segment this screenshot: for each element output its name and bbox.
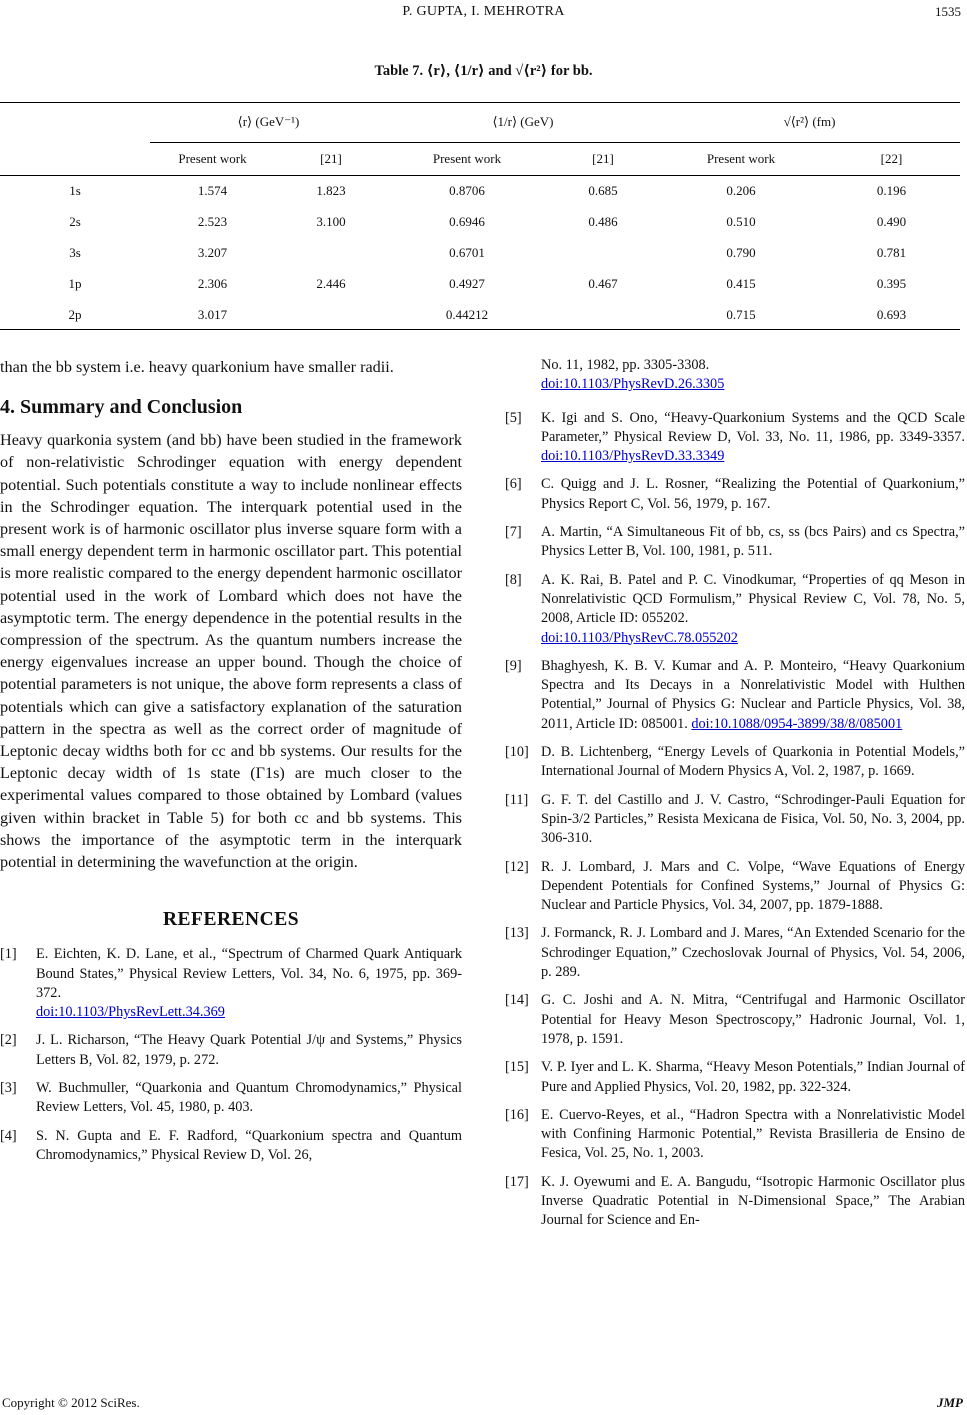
reference-item: [505, 924, 965, 982]
doi-link[interactable]: doi:10.1103/PhysRevD.26.3305: [541, 376, 725, 393]
table-cell: 2.523: [197, 213, 228, 229]
table-cell: 3.100: [316, 213, 346, 229]
reference-item: [505, 523, 965, 562]
reference-number: [12]: [505, 858, 529, 875]
reference-number: [16]: [505, 1106, 529, 1123]
reference-text: S. N. Gupta and E. F. Radford, “Quarkonium spectra and Quantum Chromodynamics,” Physical Review D, Vol. 26,: [36, 1127, 462, 1163]
table-cell: 0.196: [876, 182, 907, 198]
table-cell: 0.395: [876, 275, 907, 291]
table-cell: 0.715: [726, 306, 756, 322]
left-column: [0, 356, 462, 1174]
reference-item: [505, 571, 965, 648]
right-column: [505, 356, 965, 1240]
table-cell: 0.8706: [449, 182, 485, 198]
reference-item: [505, 791, 965, 849]
intro-paragraph: than the bb system i.e. heavy quarkonium have smaller radii.: [0, 358, 394, 376]
table-row: [0, 237, 960, 268]
table-cell: 1.823: [316, 182, 346, 198]
reference-text: A. K. Rai, B. Patel and P. C. Vinodkumar, “Properties of qq Meson in Nonrelativistic QCD Formulism,” Physical Review C, Vol. 78, No. 5, 2008, Article ID: 055202.: [541, 571, 965, 627]
reference-item: [505, 1058, 965, 1097]
table-row: [0, 206, 960, 237]
results-table: [0, 101, 960, 330]
reference-item: [505, 657, 965, 734]
reference-item: [505, 475, 965, 514]
reference-item: [0, 1127, 462, 1166]
reference-text: J. Formanck, R. J. Lombard and J. Mares, “An Extended Scenario for the Schrodinger Equation,” Czechoslovak Journal of Physics, Vol. 54, 2006, p. 289.: [541, 925, 965, 981]
reference-text: K. Igi and S. Ono, “Heavy-Quarkonium Systems and the QCD Scale Parameter,” Physical Review D, Vol. 33, No. 11, 1986, pp. 3349-3357.: [541, 409, 965, 445]
table-cell: 0.6701: [449, 244, 485, 260]
table-caption: Table 7. ⟨r⟩, ⟨1/r⟩ and √⟨r²⟩ for bb.: [374, 63, 593, 79]
reference-number: [6]: [505, 476, 522, 493]
reference-text: Bhaghyesh, K. B. V. Kumar and A. P. Monteiro, “Heavy Quarkonium Spectra and Its Decays in a Nonrelativistic Model with Hulthen Potential,” Journal of Physics G: Nuclear and Particle Physics, Vol. 38, 2011, Article ID: 085001.: [541, 657, 965, 732]
table-cell: 0.6946: [449, 213, 485, 229]
running-authors: P. GUPTA, I. MEHROTRA: [402, 4, 565, 19]
reference-item: [505, 1106, 965, 1164]
reference-number: [14]: [505, 992, 529, 1009]
reference-text: G. C. Joshi and A. N. Mitra, “Centrifugal and Harmonic Oscillator Potential for Heavy Meson Spectroscopy,” Hadronic Journal, Vol. 1, 1978, p. 1591.: [541, 992, 965, 1047]
table-cell: [547, 237, 659, 268]
reference-text: G. F. T. del Castillo and J. V. Castro, “Schrodinger-Pauli Equation for Spin-3/2 Particles,” Resista Mexicana de Fisica, Vol. 50, No. 3, 2004, pp. 306-310.: [541, 791, 965, 847]
reference-item: [505, 858, 965, 916]
sub-header: Present work: [706, 150, 776, 166]
page-header: [0, 2, 967, 24]
table-cell: 0.790: [726, 244, 756, 260]
reference-text: C. Quigg and J. L. Rosner, “Realizing the Potential of Quarkonium,” Physics Report C, Vol. 56, 1979, p. 167.: [541, 476, 965, 512]
reference-text: R. J. Lombard, J. Mars and C. Volpe, “Wave Equations of Energy Dependent Potentials for Confined Systems,” Journal of Physics G: Nuclear and Particle Physics, Vol. 34, 2007, pp. 1879-1888.: [541, 858, 965, 914]
table-cell: 2p: [68, 306, 82, 322]
reference-item: [0, 1031, 462, 1070]
reference-text: V. P. Iyer and L. K. Sharma, “Heavy Meson Potentials,” Indian Journal of Pure and Applied Physics, Vol. 20, 1982, pp. 322-324.: [541, 1059, 965, 1095]
reference-text: E. Cuervo-Reyes, et al., “Hadron Spectra with a Nonrelativistic Model with Confining Harmonic Potential,” Revista Brasilleria de Ensino de Fesica, Vol. 25, No. 1, 2003.: [541, 1106, 965, 1162]
section-title: 4. Summary and Conclusion: [0, 396, 243, 419]
reference-text: D. B. Lichtenberg, “Energy Levels of Quarkonia in Potential Models,” International Journal of Modern Physics A, Vol. 2, 1987, p. 1669.: [541, 744, 965, 780]
reference-item: [0, 1079, 462, 1118]
reference-number: [4]: [0, 1127, 17, 1144]
reference-text: E. Eichten, K. D. Lane, et al., “Spectrum of Charmed Quark Antiquark Bound States,” Physical Review Letters, Vol. 34, No. 6, 1975, pp. 369-372.: [36, 946, 462, 1001]
table-cell: [547, 299, 659, 330]
table-row: [0, 268, 960, 299]
table-row: [0, 175, 960, 206]
reference-number: [5]: [505, 409, 522, 426]
reference-number: [11]: [505, 791, 529, 808]
sub-header: [21]: [592, 150, 614, 166]
references-title: REFERENCES: [162, 909, 300, 931]
table-cell: 2.306: [197, 275, 228, 291]
conclusion-paragraph: Heavy quarkonia system (and bb) have been studied in the framework of non-relativistic Schrodinger equation with energy dependent potential. Such potentials constitute a way to include nonlinear effects in the Schrodinger equation. The interquark potential used in the present work is of harmonic oscillator plus inverse square form with a small energy dependent term in harmonic oscillator part. This potential is more realistic compared to the energy dependent harmonic oscillator potential used in the work of Lombard which does not have the asymptotic term. The energy dependence in the potential results in the compression of the spectrum. As the quantum numbers increase the energy eigenvalues increase an upper bound. Though the choice of potential parameters is not unique, the above form represents a class of potentials which can give a satisfactory explanation of the saturation pattern in the spectra as well as the correct order of magnitude of Leptonic decay widths both for cc and bb systems. Our results for the Leptonic decay width of 1s state (Γ1s) are much closer to the experimental values compared to those obtained by Lombard (values given within bracket in Table 5) for both cc and bb systems. This shows the importance of the asymptotic term in the interquark potential in determining the wavefunction at the origin.: [0, 431, 462, 872]
reference-number: [15]: [505, 1059, 529, 1076]
table-cell: 0.693: [876, 306, 907, 322]
table-cell: 0.490: [876, 213, 907, 229]
journal-abbrev: JMP: [937, 1395, 963, 1410]
table-cell: 3s: [69, 244, 81, 260]
reference-item: [0, 945, 462, 1022]
reference-continuation: [505, 356, 965, 395]
table-cell: 0.685: [588, 182, 618, 198]
table-cell: 0.415: [726, 275, 756, 291]
reference-number: [17]: [505, 1173, 529, 1190]
reference-number: [2]: [0, 1032, 17, 1049]
table-cell: 1.574: [197, 182, 228, 198]
reference-number: [8]: [505, 571, 522, 588]
reference-number: [7]: [505, 524, 522, 541]
reference-number: [10]: [505, 744, 529, 761]
group-header-rms-r: √⟨r²⟩ (fm): [783, 113, 836, 129]
table-cell: 0.44212: [445, 306, 489, 322]
table-corner: [0, 101, 150, 142]
table-cell: 3.207: [197, 244, 228, 260]
sub-header: [21]: [320, 150, 342, 166]
table-cell: 0.206: [726, 182, 756, 198]
reference-item: [505, 991, 965, 1049]
reference-text: No. 11, 1982, pp. 3305-3308.: [541, 357, 710, 373]
reference-number: [9]: [505, 657, 522, 674]
table-cell: 0.4927: [449, 275, 485, 291]
table-cell: 1s: [69, 182, 81, 198]
doi-link[interactable]: doi:10.1103/PhysRevC.78.055202: [541, 629, 738, 646]
table-cell: 3.017: [197, 306, 228, 322]
table-cell: 0.486: [588, 213, 618, 229]
table-cell: [275, 237, 387, 268]
reference-number: [13]: [505, 925, 529, 942]
reference-item: [505, 1173, 965, 1231]
reference-text: A. Martin, “A Simultaneous Fit of bb, cs, ss (bcs Pairs) and cs Spectra,” Physics Letter B, Vol. 100, 1981, p. 511.: [541, 524, 965, 560]
sub-header: Present work: [432, 150, 502, 166]
reference-number: [3]: [0, 1080, 17, 1097]
table-cell: 0.467: [588, 275, 618, 291]
table-cell: 0.781: [876, 244, 907, 260]
reference-text: J. L. Richarson, “The Heavy Quark Potential J/ψ and Systems,” Physics Letters B, Vol. 82, 1979, p. 272.: [36, 1032, 462, 1068]
table-cell: 0.510: [726, 213, 756, 229]
sub-header: Present work: [178, 150, 247, 166]
reference-item: [505, 743, 965, 782]
table-row: [0, 299, 960, 330]
copyright-notice: Copyright © 2012 SciRes.: [2, 1395, 140, 1410]
group-header-inv-r: ⟨1/r⟩ (GeV): [492, 113, 554, 129]
table-cell: 2.446: [316, 275, 346, 291]
sub-header: [22]: [880, 150, 903, 166]
page-number: 1535: [935, 4, 961, 19]
table-cell: 1p: [68, 275, 82, 291]
doi-link[interactable]: doi:10.1103/PhysRevD.33.3349: [541, 448, 725, 465]
reference-number: [1]: [0, 946, 17, 963]
reference-text: W. Buchmuller, “Quarkonia and Quantum Chromodynamics,” Physical Review Letters, Vol. 45, 1980, p. 403.: [36, 1080, 462, 1116]
table-cell: 2s: [69, 213, 81, 229]
doi-link[interactable]: doi:10.1103/PhysRevLett.34.369: [36, 1004, 225, 1021]
table-cell: [275, 299, 387, 330]
doi-link[interactable]: doi:10.1088/0954-3899/38/8/085001: [691, 715, 903, 732]
reference-item: [505, 409, 965, 467]
reference-text: K. J. Oyewumi and E. A. Bangudu, “Isotropic Harmonic Oscillator plus Inverse Quadratic Potential in N-Dimensional Space,” The Arabian Journal for Science and En-: [541, 1173, 965, 1229]
group-header-r: ⟨r⟩ (GeV⁻¹): [237, 113, 300, 129]
